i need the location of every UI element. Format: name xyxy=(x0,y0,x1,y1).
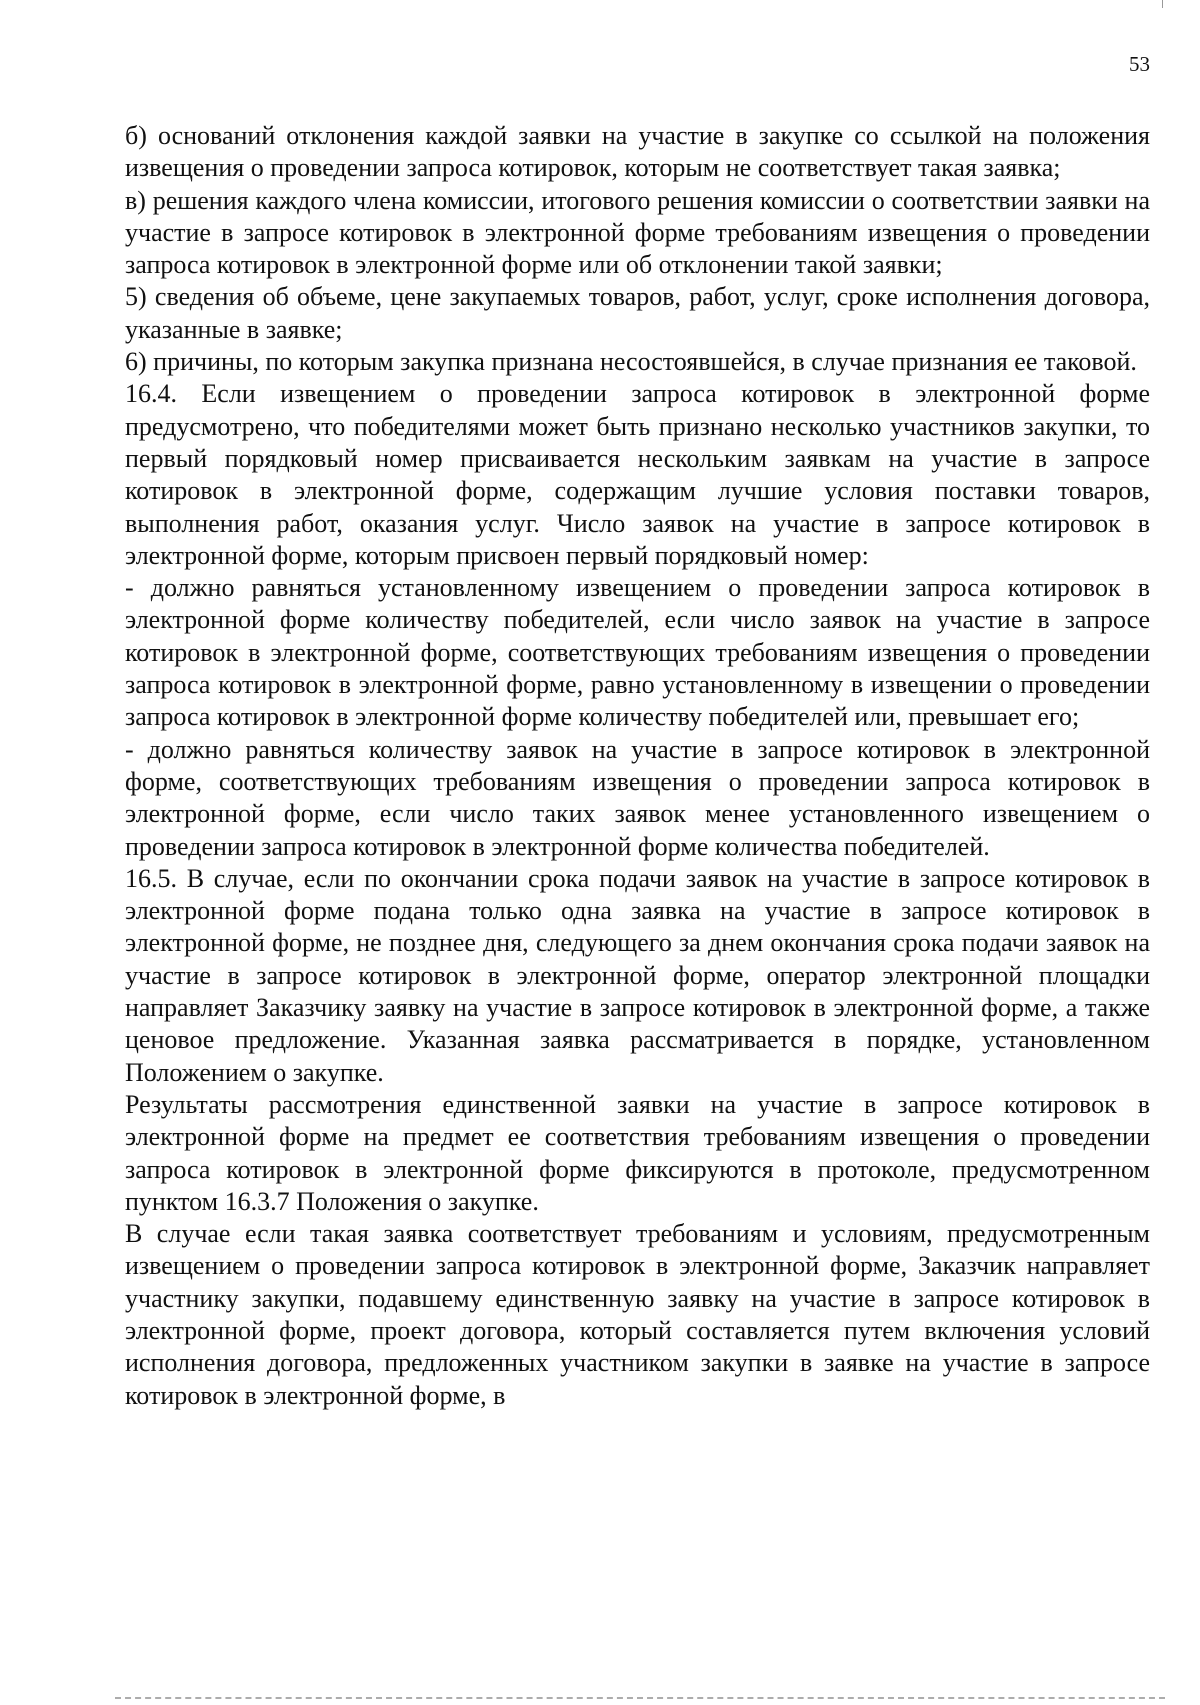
paragraph-16-5: 16.5. В случае, если по окончании срока подачи заявок на участие в запросе котировок в электронной форме подана только одна заявка на участие в запросе котировок в электронной форме, не позднее дня, следующего за днем окончания срока подачи заявок на участие в запросе котировок в электронной форме, оператор электронной площадки направляет Заказчику заявку на участие в запросе котировок в электронной форме, а также ценовое предложение. Указанная заявка рассматривается в порядке, установленном Положением о закупке. xyxy=(125,863,1150,1087)
scan-artifact-edge xyxy=(115,1697,1165,1699)
document-body xyxy=(125,120,1150,1412)
paragraph-v-commission-decisions: в) решения каждого члена комиссии, итогового решения комиссии о соответствии заявки на участие в запросе котировок в электронной форме требованиям извещения о проведении запроса котировок в электронной форме или об отклонении такой заявки; xyxy=(125,185,1150,280)
paragraph-16-4: 16.4. Если извещением о проведении запроса котировок в электронной форме предусмотрено, что победителями может быть признано несколько участников закупки, то первый порядковый номер присваивается нескольким заявкам на участие в запросе котировок в электронной форме, содержащим лучшие условия поставки товаров, выполнения работ, оказания услуг. Число заявок на участие в запросе котировок в электронной форме, которым присвоен первый порядковый номер: xyxy=(125,379,1150,570)
paragraph-b-grounds-rejection: б) оснований отклонения каждой заявки на участие в закупке со ссылкой на положения извещения о проведении запроса котировок, которым не соответствует такая заявка; xyxy=(125,121,1150,183)
paragraph-5-volume-price: 5) сведения об объеме, цене закупаемых товаров, работ, услуг, сроке исполнения договора, указанные в заявке; xyxy=(125,282,1150,344)
paragraph-dash-applications-count: - должно равняться количеству заявок на участие в запросе котировок в электронной форме, соответствующих требованиям извещения о проведении запроса котировок в электронной форме, если число таких заявок менее установленного извещением о проведении запроса котировок в электронной форме количества победителей. xyxy=(125,734,1150,861)
paragraph-6-failure-reasons: 6) причины, по которым закупка признана несостоявшейся, в случае признания ее таковой. xyxy=(125,347,1137,377)
page-number: 53 xyxy=(1129,52,1150,76)
paragraph-single-application-results: Результаты рассмотрения единственной заявки на участие в запросе котировок в электронной форме на предмет ее соответствия требованиям извещения о проведении запроса котировок в электронной форме фиксируются в протоколе, предусмотренном пунктом 16.3.7 Положения о закупке. xyxy=(125,1089,1150,1216)
paragraph-dash-winners-count: - должно равняться установленному извещением о проведении запроса котировок в электронной форме количеству победителей, если число заявок на участие в запросе котировок в электронной форме, соответствующих требованиям извещения о проведении запроса котировок в электронной форме, равно установленному в извещении о проведении запроса котировок в электронной форме количеству победителей или, превышает его; xyxy=(125,573,1150,732)
scan-artifact-mark xyxy=(1162,0,1163,8)
paragraph-contract-draft: В случае если такая заявка соответствует требованиям и условиям, предусмотренным извещением о проведении запроса котировок в электронной форме, Заказчик направляет участнику закупки, подавшему единственную заявку на участие в запросе котировок в электронной форме, проект договора, который составляется путем включения условий исполнения договора, предложенных участником закупки в заявке на участие в запросе котировок в электронной форме, в xyxy=(125,1219,1150,1410)
